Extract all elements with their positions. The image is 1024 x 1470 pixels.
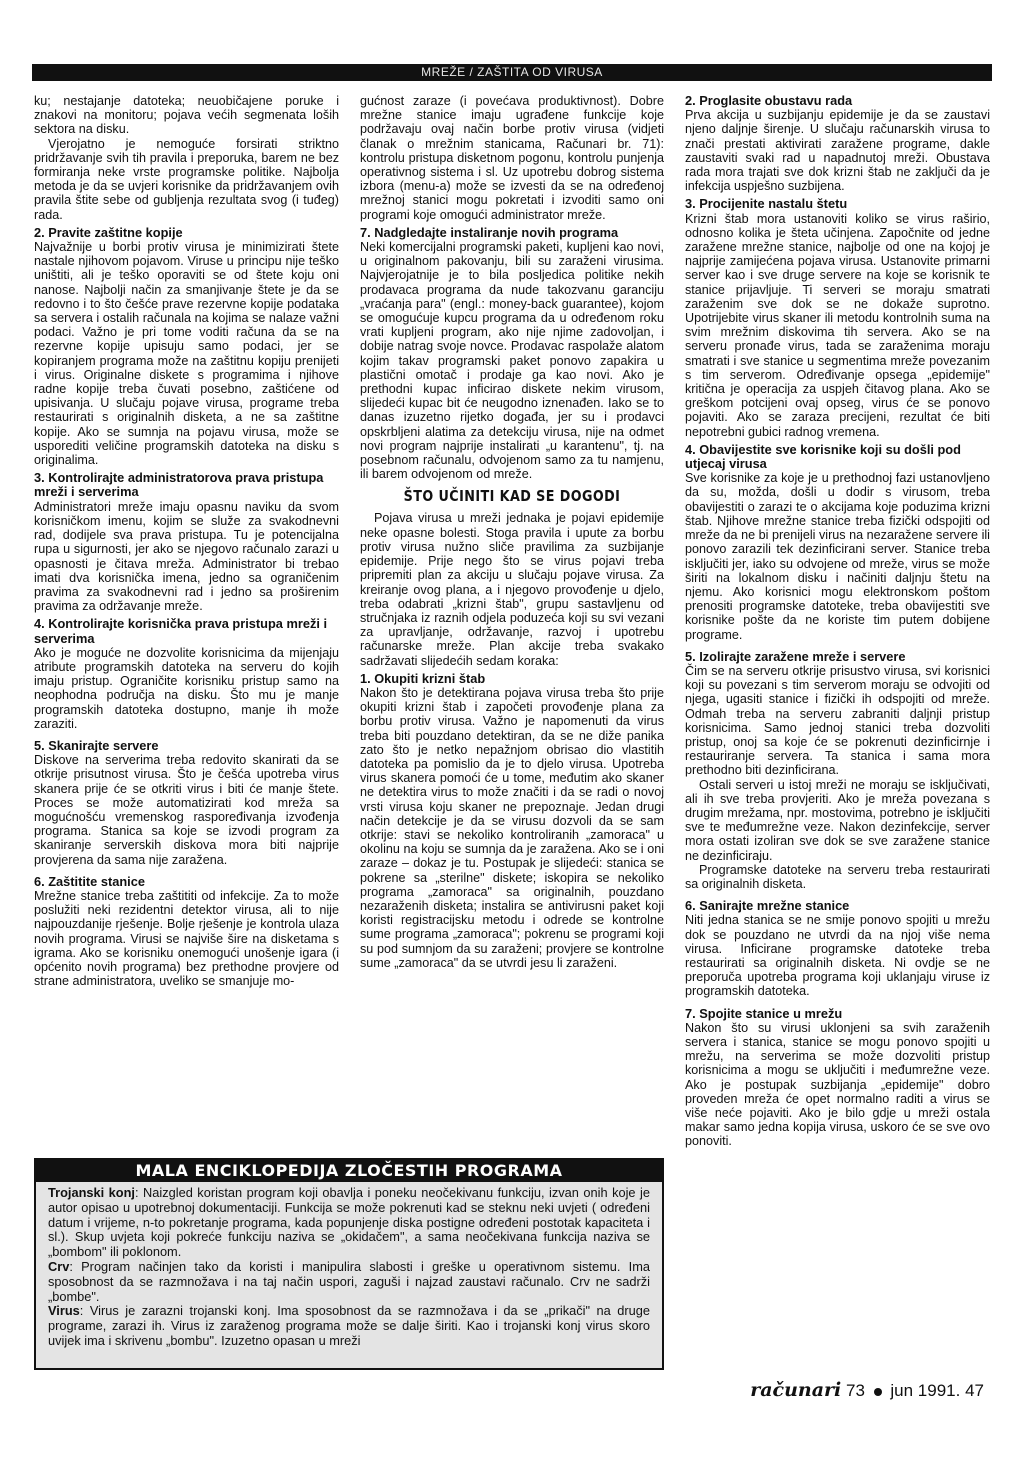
issue-number: 73 xyxy=(846,1381,865,1400)
paragraph: Krizni štab mora ustanoviti koliko se virus raširio, odnosno kolika je šteta učinjena. Započnite od jedne zaražene mrežne stanice, najbolje od one na kojoj je najprije zamijećena pojava virusa. Ustanovite primarni server kao i sve druge servere na koje se korisnik te stanice prijavljuje. Ti serveri se moraju smatrati zaraženim sve dok se ne dokaže suprotno. Upotrijebite virus skaner ili metodu kontrolnih suma na svim mrežnim diskovima tih servera. Ako se na serveru pronađe virus, tada se zaraženima moraju smatrati i sve stanice u segmentima mreže povezanim s tim serverom. Određivanje opsega „epidemije" kritična je operacija za uspjeh čitavog plana. Ako se greškom potcijeni ovaj opseg, virus će se ponovo pojaviti. Ako se zaraza precijeni, rezultat će biti nepotrebni gubici radnog vremena. xyxy=(685,211,990,439)
paragraph: Niti jedna stanica se ne smije ponovo spojiti u mrežu dok se pouzdano ne utvrdi da na njoj više nema virusa. Inficirane programske datoteke treba restaurirati sa originalnih disketa. Ni ovdje se ne preporuča upotreba programa koji uklanjaju viruse iz programskih datoteka. xyxy=(685,913,990,999)
subheading: 5. Skanirajte servere xyxy=(34,737,159,753)
box-title: MALA ENCIKLOPEDIJA ZLOČESTIH PROGRAMA xyxy=(36,1160,662,1182)
section-header-bar xyxy=(32,64,992,81)
paragraph: Ako je moguće ne dozvolite korisnicima da mijenjaju atribute programskih datoteka na serveru do kojih imaju pristup. Ograničite korisniku pristup samo na neophodna područja na disku. Što mu je manje programskih datoteka dostupno, manje ih može zaraziti. xyxy=(34,645,339,731)
paragraph: Najvažnije u borbi protiv virusa je minimizirati štete nastale njihovom pojavom. Viruse u principu nije teško uništiti, ali je teško oporaviti se od štete koju oni nanose. Najbolji način za smanjivanje štete je da se redovno i to što češće prave rezervne kopije podataka sa servera i ostalih računala na kojima se nalaze važni podaci. Važno je pri tome voditi računa da se na rezervne kopije upisuju samo podaci, jer se kopiranjem programa može na zaštitnu kopiju prenijeti i virus. Originalne diskete s programima i njihove radne kopije treba čuvati posebno, zaštićene od upisivanja. U slučaju pojave virusa, programe treba restaurirati s originalnih disketa, a ne sa zaštitne kopije. Ako se sumnja na pojavu virusa, može se usporediti veličine programskih datoteka na disku s originalima. xyxy=(34,240,339,468)
subheading: 1. Okupiti krizni štab xyxy=(360,670,486,686)
paragraph: Nakon što je detektirana pojava virusa treba što prije okupiti krizni štab i započeti provođenje plana za borbu protiv virusa. Važno je napomenuti da virus treba biti pouzdano detektiran, da se ne diže panika zato što je netko nepažnjom obrisao dio vlastitih datoteka pa pomislio da je to djelo virusa. Upotreba virus skanera pomoći će u tome, međutim ako skaner ne detektira virus to može značiti i da se radi o novoj vrsti virusa koju skaner ne prepoznaje. Jedan drugi način detekcije je da se virusu dozvoli da se sam otkrije: stavi se nekoliko kontroliranih „zamoraca" u okolinu na koju se sumnja da je zaražena. Ako se i oni zaraze – dokaz je tu. Postupak je slijedeći: stanica se pokrene sa „sterilne" diskete; iskopira se nekoliko programa „zamoraca" sa originalnih, pouzdano nezaraženih disketa; instalira se antivirusni paket koji koristi registracijsku metodu i odrede se kontrolne sume programa „zamoraca"; pokrenu se programi koji su pod sumnjom da su zaraženi; provjere se kontrolne sume „zamoraca" da se utvrdi jesu li zaraženi. xyxy=(360,685,664,970)
definition-virus xyxy=(48,1304,650,1348)
subheading: 4. Kontrolirajte korisnička prava pristupa mreži i serverima xyxy=(34,616,328,646)
paragraph: Pojava virusa u mreži jednaka je pojavi epidemije neke opasne bolesti. Stoga pravila i upute za borbu protiv virusa nužno sliče pravilima za suzbijanje epidemije. Prije nego što se virus pojavi treba pripremiti plan za akciju u slučaju pojave virusa. Za kreiranje ovog plana, a i njegovo provođenje u djelo, treba odabrati „krizni štab", grupu sastavljenu od stručnjaka iz raznih odjela poduzeća koji su svi vezani za upravljanje, održavanje, razvoj i upotrebu računarske mreže. Plan akcije treba svakako sadržavati slijedećih sedam koraka: xyxy=(360,511,664,668)
section-heading: ŠTO UČINITI KAD SE DOGODI xyxy=(403,487,621,506)
paragraph: Nakon što su virusi uklonjeni sa svih zaraženih servera i stanica, stanice se mogu ponovo spojiti u mrežu, na serverima se može dozvoliti pristup korisnicima a mogu se uključiti i međumrežne veze. Ako je postupak suzbijanja „epidemije" dobro proveden mreža će opet normalno raditi a virus se više neće pojaviti. Ako je bilo gdje u mreži ostala makar samo jedna kopija virusa, uskoro će se sve ovo ponoviti. xyxy=(685,1020,990,1149)
definition-trojan xyxy=(48,1186,650,1260)
subheading: 3. Kontrolirajte administratorova prava pristupa mreži i serverima xyxy=(34,470,324,500)
paragraph: Ostali serveri u istoj mreži ne moraju se isključivati, ali ih sve treba provjeriti. Ako je mreža povezana s drugim mrežama, npr. mostovima, potrebno je isključiti sve te međumrežne veze. Nakon dezinfekcije, server mora ostati izoliran sve dok se sve zaražene stanice ne dezinficiraju. xyxy=(685,777,990,863)
paragraph: Diskove na serverima treba redovito skanirati da se otkrije prisutnost virusa. Što je češća upotreba virus skanera prije će se otkriti virus i biti će manje štete. Proces se može automatizirati kod mreža sa mogućnošću vremenskog raspoređivanja izvođenja programa. Stanica sa koje se izvodi program za skaniranje serverskih diskova mora biti najprije provjerena da sama nije zaražena. xyxy=(34,753,339,867)
column-3 xyxy=(685,94,990,1149)
encyclopedia-box xyxy=(34,1158,664,1370)
term: Virus xyxy=(48,1303,80,1319)
column-2 xyxy=(360,94,664,970)
page-footer xyxy=(750,1380,984,1401)
paragraph: Čim se na serveru otkrije prisustvo virusa, svi korisnici koji su povezani s tim serverom moraju se odvojiti od njega, ugasiti stanice i fizički ih odspojiti od mreže. Odmah treba na serveru zabraniti daljnji pristup korisnicima. Samo jednoj stanici treba dozvoliti pristup, onoj sa koje će se pokrenuti dezinficirnje i restauriranje servera. Ta stanica i sama mora prethodno biti dezinficirana. xyxy=(685,663,990,778)
magazine-logo: računari xyxy=(750,1379,842,1401)
subheading: 3. Procijenite nastalu štetu xyxy=(685,196,848,212)
definition: : Program načinjen tako da koristi i manipulira slabosti i greške u operativnom sistemu. Ima sposobnost da se razmnožava i na taj način uspori, zaguši i najzad zaustavi računalo. Crv ne sadrži „bombe". xyxy=(48,1258,650,1304)
section-title: MREŽE / ZAŠTITA OD VIRUSA xyxy=(421,65,603,79)
subheading: 7. Nadgledajte instaliranje novih programa xyxy=(360,224,619,240)
box-body xyxy=(36,1182,662,1349)
subheading: 6. Zaštitite stanice xyxy=(34,873,145,889)
definition: : Naizgled koristan program koji obavlja i poneku neočekivanu funkciju, izvan onih koje je autor opisao u upotrebnoj dokumentaciji. Funkcija se može pokrenuti kad se steknu neki uvjeti ( određeni datum i vrijeme, n-to pokretanje programa, kada popunjenje diska postigne određeni postotak kapaciteta i sl.). Skup uvjeta koji pokreće funkciju naziva se „okidačem", a sama neočekivana funkcija naziva se „bombom" ili poklonom. xyxy=(48,1185,650,1260)
subheading: 6. Sanirajte mrežne stanice xyxy=(685,898,850,914)
paragraph: Programske datoteke na serveru treba restaurirati sa originalnih disketa. xyxy=(685,862,990,891)
subheading: 2. Pravite zaštitne kopije xyxy=(34,224,183,240)
column-1 xyxy=(34,94,339,988)
subheading: 2. Proglasite obustavu rada xyxy=(685,93,853,108)
subheading: 4. Obavijestite sve korisnike koji su došli pod utjecaj virusa xyxy=(685,441,961,472)
paragraph: Mrežne stanice treba zaštititi od infekcije. Za to može poslužiti neki rezidentni detektor virusa, ali to nije najpouzdanije rješenje. Bolje rješenje je kontrola ulaza novih programa. Virusi se najviše šire na disketama s igrama. Ako se korisniku onemogući unošenje igara (i općenito novih programa) bez prethodne provjere od strane administratora, uveliko se smanjuje mo- xyxy=(34,888,339,989)
definition: : Virus je zarazni trojanski konj. Ima sposobnost da se razmnožava i da se „prikači" na druge programe, zarazi ih. Virus iz zaraženog programa može se dalje širiti. Kao i trojanski konj virus skoro uvijek ima i skrivenu „bombu". Izuzetno opasan u mreži xyxy=(48,1303,650,1348)
paragraph: Vjerojatno je nemoguće forsirati striktno pridržavanje svih tih pravila i preporuka, barem ne bez formiranja neke vrste programske politike. Najbolja metoda je da se uvjeri korisnike da pridržavanjem ovih pravila štite sebe od gubljenja rezultata svog (i tuđeg) rada. xyxy=(34,136,339,222)
paragraph: ku; nestajanje datoteka; neuobičajene poruke i znakovi na monitoru; pojava većih segmenata loših sektora na disku. xyxy=(34,94,339,137)
paragraph: Sve korisnike za koje je u prethodnoj fazi ustanovljeno da su, možda, došli u dodir s virusom, treba obavijestiti o zarazi te o akcijama koje poduzima krizni štab. Njihove mrežne stanice treba fizički odspojiti od mreže da ne bi prenijeli virus na nezaražene servere ili ponovo zarazili tek dezinficirani server. Stanice treba isključiti jer, iako su odvojene od mreže, virus se može širiti na lokalnom disku i načiniti daljnju štetu na njemu. Ako korisnici mogu elektronskom poštom prenositi programske datoteke, treba obavijestiti sve korisnike pošte da ne koriste tim putem dobijene programe. xyxy=(685,471,990,642)
subheading: 5. Izolirajte zaražene mreže i servere xyxy=(685,648,906,664)
issue-date: jun 1991. xyxy=(890,1381,961,1400)
term: Crv xyxy=(48,1258,70,1274)
paragraph: Neki komercijalni programski paketi, kupljeni kao novi, u originalnom pakovanju, bili su zaraženi virusima. Najvjerojatnije je to bila posljedica politike nekih prodavaca programa da nude takozvanu garanciju „vraćanja para" (engl.: money-back guarantee), kojom se omogućuje kupcu programa da u određenom roku vrati kupljeni program, ako nije njime zadovoljan, i dobije natrag svoje novce. Prodavac raspolaže alatom kojim takav programski paket ponovo zapakira u plastični omotač i prodaje ga kao novi. Ako je prethodni kupac inficirao diskete nekim virusom, slijedeći kupac bit će neugodno iznenađen. Iako se to danas izuzetno rijetko događa, jer su i prodavci opskrbljeni alatima za detekciju virusa, nije na odmet novi program najprije instalirati „u karantenu", tj. na posebnom računalu, odvojenom samo za tu namjenu, ili barem odvojenom od mreže. xyxy=(360,240,664,482)
paragraph: gućnost zaraze (i povećava produktivnost). Dobre mrežne stanice imaju ugrađene funkcije koje podržavaju ovaj način borbe protiv virusa (vidjeti članak o mrežnim stanicama, Računari br. 71): kontrolu pristupa disketnom pogonu, kontrolu punjenja operativnog sistema i sl. Uz upotrebu dobrog sistema izbora (menu-a) može se izvesti da se na određenoj mrežnoj stanici mogu pokretati i izvoditi samo oni programi koje omogući administrator mreže. xyxy=(360,94,664,222)
paragraph: Administratori mreže imaju opasnu naviku da svom korisničkom imenu, kojim se služe za svakodnevni rad, dodijele sva prava pristupa. Tu je potencijalna rupa u sigurnosti, jer ako se njegovo računalo zarazi u opasnosti je čitava mreža. Administrator bi trebao imati dva korisnička imena, jedno sa ograničenim pravima za svakodnevni rad i jedno sa proširenim pravima za održavanje mreže. xyxy=(34,499,339,614)
subheading: 7. Spojite stanice u mrežu xyxy=(685,1005,843,1021)
term: Trojanski konj xyxy=(48,1185,135,1200)
paragraph: Prva akcija u suzbijanju epidemije je da se zaustavi njeno daljnje širenje. U slučaju računarskih virusa to znači prestati aktivirati zaražene programe, dakle zaustaviti svaki rad u napadnutoj mreži. Obustava rada mora trajati sve dok krizni štab ne zaključi da je infekcija uspješno suzbijena. xyxy=(685,108,990,194)
definition-worm xyxy=(48,1260,650,1304)
bullet-icon xyxy=(874,1388,882,1396)
page-number: 47 xyxy=(965,1381,984,1400)
